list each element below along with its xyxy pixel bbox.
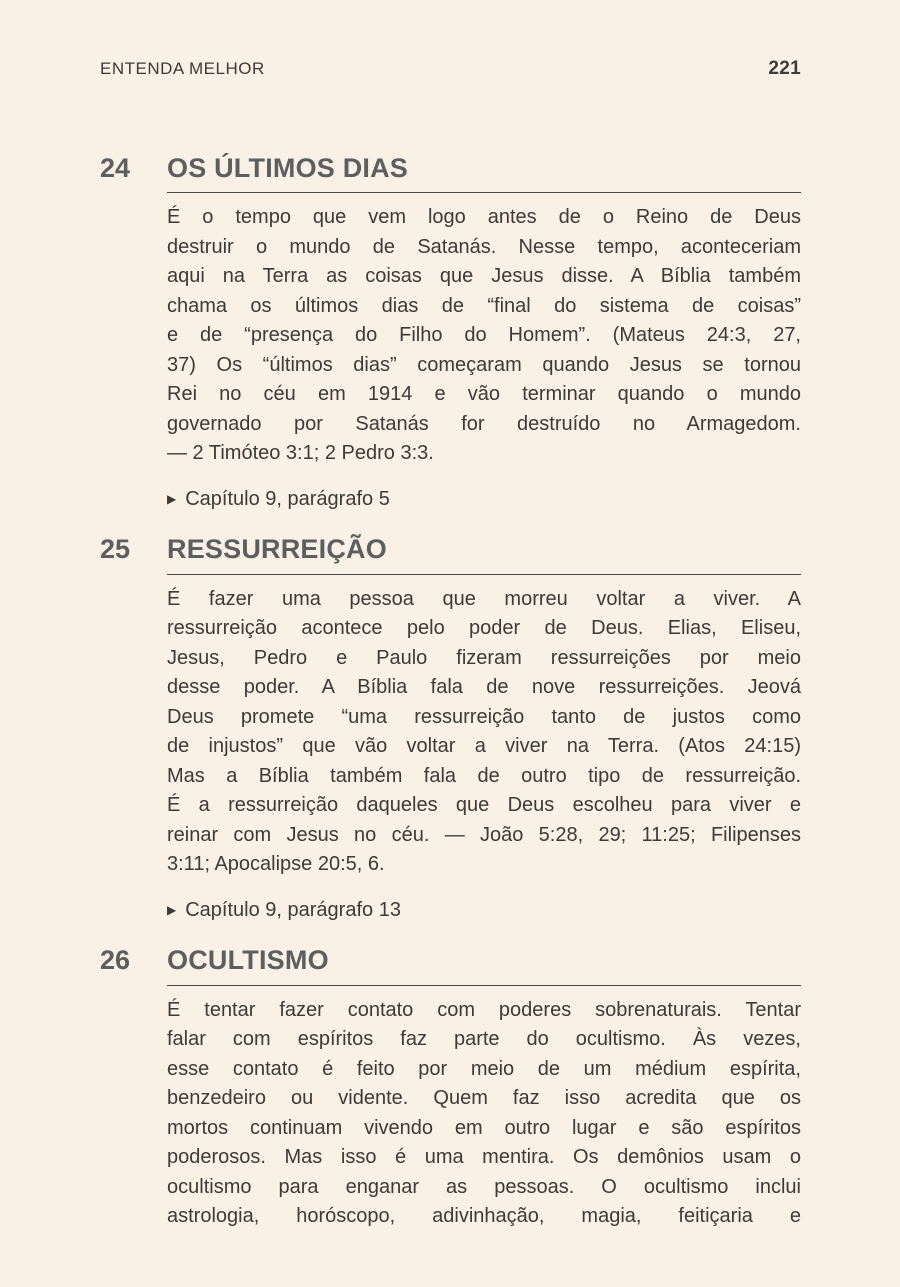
body-line: Jesus, Pedro e Paulo fizeram ressurreições por meio xyxy=(167,646,801,669)
body-line: falar com espíritos faz parte do ocultismo. Às vezes, xyxy=(167,1028,801,1051)
glossary-entry xyxy=(100,944,801,1231)
entry-heading-row xyxy=(100,944,801,985)
body-line: 3:11; Apocalipse 20:5, 6. xyxy=(167,853,385,876)
body-line: de injustos” que vão voltar a viver na Terra. (Atos 24:15) xyxy=(167,735,801,758)
arrow-bullet-icon: ▶ xyxy=(167,902,177,917)
entry-heading-row xyxy=(100,533,801,574)
running-header xyxy=(100,58,801,80)
body-line: astrologia, horóscopo, adivinhação, magia, feitiçaria e xyxy=(167,1205,801,1228)
entry-title: OCULTISMO xyxy=(167,945,329,976)
body-line: destruir o mundo de Satanás. Nesse tempo, aconteceriam xyxy=(167,235,801,258)
body-line: benzedeiro ou vidente. Quem faz isso acredita que os xyxy=(167,1087,801,1110)
glossary-sections xyxy=(100,152,801,1232)
body-line: Rei no céu em 1914 e vão terminar quando o mundo xyxy=(167,383,801,406)
entry-title: RESSURREIÇÃO xyxy=(167,534,387,565)
body-line: poderosos. Mas isso é uma mentira. Os demônios usam o xyxy=(167,1146,801,1169)
entry-number: 24 xyxy=(100,153,131,183)
arrow-bullet-icon: ▶ xyxy=(167,491,177,506)
entry-title-block xyxy=(167,152,801,193)
body-line: chama os últimos dias de “final do sistema de coisas” xyxy=(167,294,801,317)
entry-body xyxy=(167,996,801,1232)
body-line: ressurreição acontece pelo poder de Deus. Elias, Eliseu, xyxy=(167,617,801,640)
entry-number: 25 xyxy=(100,534,131,565)
running-header-title: ENTENDA MELHOR xyxy=(100,59,265,78)
page-number: 221 xyxy=(768,58,801,79)
glossary-entry xyxy=(100,152,801,516)
body-line: Mas a Bíblia também fala de outro tipo de ressurreição. xyxy=(167,764,801,787)
entry-title-block xyxy=(167,944,801,985)
body-line: É o tempo que vem logo antes de o Reino de Deus xyxy=(167,206,801,229)
body-line: 37) Os “últimos dias” começaram quando Jesus se tornou xyxy=(167,353,801,376)
entry-title-block xyxy=(167,533,801,574)
entry-reference-text: Capítulo 9, parágrafo 5 xyxy=(185,487,390,510)
body-line: reinar com Jesus no céu. — João 5:28, 29; 11:25; Filipenses xyxy=(167,823,801,846)
glossary-entry xyxy=(100,533,801,927)
body-line: esse contato é feito por meio de um médium espírita, xyxy=(167,1057,801,1080)
body-line: aqui na Terra as coisas que Jesus disse. A Bíblia também xyxy=(167,265,801,288)
body-line: É fazer uma pessoa que morreu voltar a viver. A xyxy=(167,587,801,610)
body-line: É tentar fazer contato com poderes sobrenaturais. Tentar xyxy=(167,998,801,1021)
body-line: — 2 Timóteo 3:1; 2 Pedro 3:3. xyxy=(167,442,434,465)
entry-reference-text: Capítulo 9, parágrafo 13 xyxy=(185,898,401,921)
body-line: governado por Satanás for destruído no Armagedom. xyxy=(167,412,801,435)
entry-body xyxy=(167,203,801,469)
entry-number: 26 xyxy=(100,945,131,976)
body-line: É a ressurreição daqueles que Deus escolheu para viver e xyxy=(167,794,801,817)
body-line: Deus promete “uma ressurreição tanto de justos como xyxy=(167,705,801,728)
body-line: ocultismo para enganar as pessoas. O ocultismo inclui xyxy=(167,1175,801,1198)
entry-reference xyxy=(167,896,801,928)
entry-body xyxy=(167,585,801,880)
entry-reference xyxy=(167,485,801,517)
body-line: desse poder. A Bíblia fala de nove ressurreições. Jeová xyxy=(167,676,801,699)
body-line: mortos continuam vivendo em outro lugar e são espíritos xyxy=(167,1116,801,1139)
entry-heading-row xyxy=(100,152,801,193)
entry-title: OS ÚLTIMOS DIAS xyxy=(167,153,409,183)
body-line: e de “presença do Filho do Homem”. (Mateus 24:3, 27, xyxy=(167,324,801,347)
